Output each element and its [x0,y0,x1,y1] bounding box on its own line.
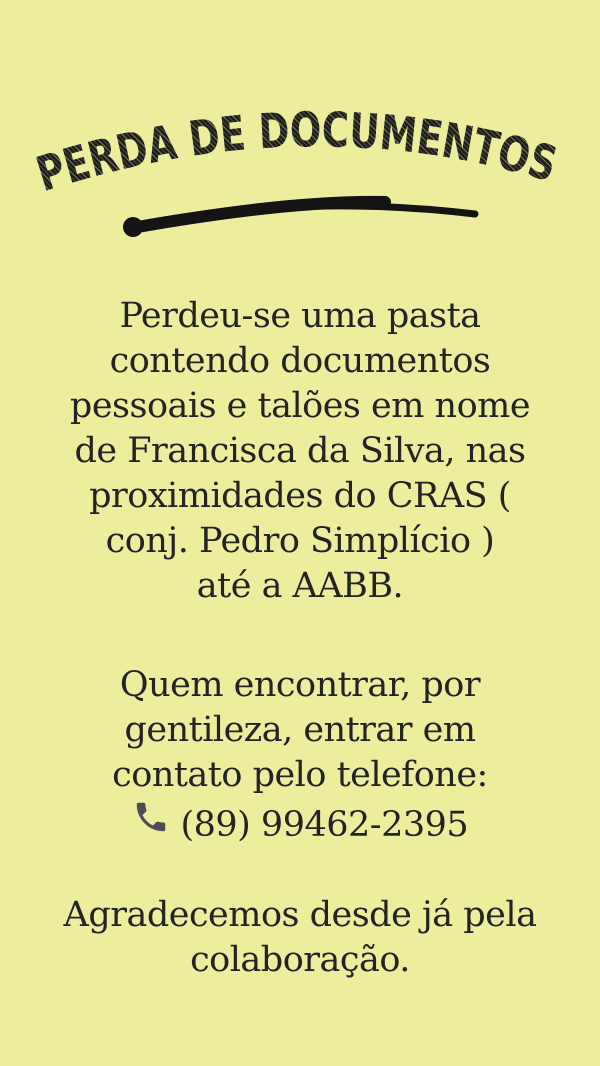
text-line: contato pelo telefone: [112,755,488,795]
paragraph-contact [0,663,600,843]
page-title: PERDA DE DOCUMENTOS [30,102,571,203]
text-line: proximidades do CRAS ( [89,476,511,516]
brush-underline [123,202,475,237]
phone-number: (89) 99462-2395 [180,805,469,845]
title-banner [0,0,600,270]
text-line: colaboração. [190,940,410,980]
text-line: de Francisca da Silva, nas [74,431,526,471]
paragraph-thanks [0,893,600,983]
phone-icon [132,798,170,836]
text-line: conj. Pedro Simplício ) [105,521,495,561]
text-line: até a AABB. [196,566,404,606]
phone-line [0,798,600,843]
text-line: contendo documentos [109,341,491,381]
text-line: pessoais e talões em nome [69,386,531,426]
paragraph-lost-item [0,294,600,609]
text-line: Agradecemos desde já pela [63,895,537,935]
text-line: Perdeu-se uma pasta [119,296,481,336]
text-line: Quem encontrar, por [119,665,481,705]
text-line: gentileza, entrar em [124,710,476,750]
